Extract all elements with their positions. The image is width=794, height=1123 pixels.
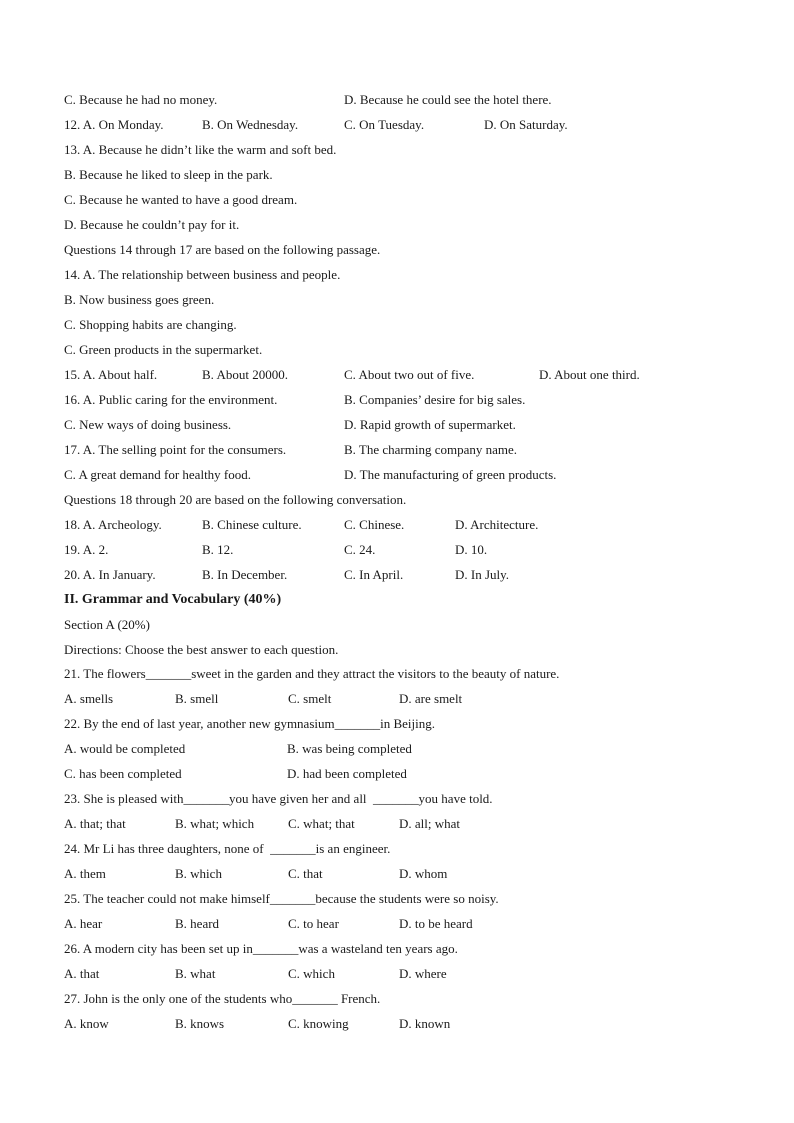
- option-b: B. what; which: [175, 816, 255, 831]
- option-c: C. 24.: [344, 542, 376, 557]
- option-d: D. whom: [399, 866, 448, 881]
- option-d: D. The manufacturing of green products.: [344, 467, 557, 482]
- q13-option-b: [64, 162, 754, 187]
- instruction-text: Questions 14 through 17 are based on the following passage.: [64, 242, 381, 257]
- option-b: B. In December.: [202, 567, 288, 582]
- option-c: C. which: [288, 966, 335, 981]
- option-a: 17. A. The selling point for the consumers.: [64, 442, 287, 457]
- option-c: C. On Tuesday.: [344, 117, 425, 132]
- q21-stem: [64, 661, 754, 686]
- option-d: D. About one third.: [539, 367, 640, 382]
- option-a: 16. A. Public caring for the environment.: [64, 392, 278, 407]
- option-c: C. New ways of doing business.: [64, 417, 232, 432]
- heading-text: Section A (20%): [64, 617, 150, 632]
- option-a: A. them: [64, 866, 106, 881]
- option-a: A. know: [64, 1016, 109, 1031]
- option-b: B. Chinese culture.: [202, 517, 302, 532]
- option-text: B. Because he liked to sleep in the park.: [64, 167, 273, 182]
- question-text: 21. The flowers_______sweet in the garden and they attract the visitors to the beauty of nature.: [64, 666, 560, 681]
- q13-option-d: [64, 212, 754, 237]
- option-text: D. Because he couldn’t pay for it.: [64, 217, 240, 232]
- option-b: B. heard: [175, 916, 220, 931]
- q14-option-b: [64, 287, 754, 312]
- option-b: B. was being completed: [287, 741, 412, 756]
- q22-options-ab: [64, 736, 754, 761]
- heading-text: II. Grammar and Vocabulary (40%): [64, 592, 282, 607]
- option-c: C. what; that: [288, 816, 355, 831]
- option-a: A. that: [64, 966, 100, 981]
- option-a: 15. A. About half.: [64, 367, 158, 382]
- option-b: B. On Wednesday.: [202, 117, 299, 132]
- option-c: C. has been completed: [64, 766, 182, 781]
- option-b: B. smell: [175, 691, 219, 706]
- passage-instruction: [64, 237, 754, 262]
- option-text: C. Shopping habits are changing.: [64, 317, 237, 332]
- option-b: B. The charming company name.: [344, 442, 518, 457]
- question-text: 22. By the end of last year, another new gymnasium_______in Beijing.: [64, 716, 435, 731]
- q14-option-d: [64, 337, 754, 362]
- q13-option-a: [64, 137, 754, 162]
- option-b: B. which: [175, 866, 222, 881]
- option-c: C. that: [288, 866, 323, 881]
- q25-stem: [64, 886, 754, 911]
- option-a: 12. A. On Monday.: [64, 117, 164, 132]
- option-d: D. Architecture.: [455, 517, 539, 532]
- q15-options: [64, 362, 754, 387]
- option-b: B. Companies’ desire for big sales.: [344, 392, 526, 407]
- option-d: D. are smelt: [399, 691, 463, 706]
- q22-stem: [64, 711, 754, 736]
- conversation-instruction: [64, 487, 754, 512]
- q16-options-cd: [64, 412, 754, 437]
- directions: [64, 637, 754, 662]
- option-c: C. to hear: [288, 916, 339, 931]
- q22-options-cd: [64, 761, 754, 786]
- option-c: C. Chinese.: [344, 517, 405, 532]
- subsection-heading: [64, 612, 754, 637]
- q27-stem: [64, 986, 754, 1011]
- q17-options-ab: [64, 437, 754, 462]
- option-b: B. what: [175, 966, 216, 981]
- directions-text: Directions: Choose the best answer to each question.: [64, 642, 339, 657]
- q26-options: [64, 961, 754, 986]
- q17-options-cd: [64, 462, 754, 487]
- option-a: A. smells: [64, 691, 114, 706]
- option-d: D. On Saturday.: [484, 117, 568, 132]
- section-heading: [64, 587, 754, 612]
- option-d: D. Because he could see the hotel there.: [344, 92, 552, 107]
- option-text: B. Now business goes green.: [64, 292, 215, 307]
- question-text: 23. She is pleased with_______you have given her and all _______you have told.: [64, 791, 493, 806]
- option-d: D. In July.: [455, 567, 510, 582]
- option-a: A. would be completed: [64, 741, 186, 756]
- q12-options: [64, 112, 754, 137]
- option-c: C. Because he had no money.: [64, 92, 218, 107]
- option-d: D. to be heard: [399, 916, 473, 931]
- option-text: C. Green products in the supermarket.: [64, 342, 263, 357]
- question-text: 27. John is the only one of the students who_______ French.: [64, 991, 381, 1006]
- q13-option-c: [64, 187, 754, 212]
- option-text: 13. A. Because he didn’t like the warm and soft bed.: [64, 142, 337, 157]
- option-d: D. all; what: [399, 816, 461, 831]
- q11-options-cd: [64, 87, 754, 112]
- option-c: C. knowing: [288, 1016, 349, 1031]
- q18-options: [64, 512, 754, 537]
- q24-stem: [64, 836, 754, 861]
- option-d: D. known: [399, 1016, 451, 1031]
- option-a: 18. A. Archeology.: [64, 517, 162, 532]
- option-b: B. About 20000.: [202, 367, 288, 382]
- question-text: 24. Mr Li has three daughters, none of _______is an engineer.: [64, 841, 391, 856]
- q25-options: [64, 911, 754, 936]
- option-b: B. 12.: [202, 542, 234, 557]
- q26-stem: [64, 936, 754, 961]
- option-a: A. that; that: [64, 816, 126, 831]
- option-d: D. where: [399, 966, 447, 981]
- option-d: D. 10.: [455, 542, 488, 557]
- q21-options: [64, 686, 754, 711]
- q16-options-ab: [64, 387, 754, 412]
- option-a: 20. A. In January.: [64, 567, 156, 582]
- option-c: C. In April.: [344, 567, 404, 582]
- q24-options: [64, 861, 754, 886]
- q14-option-c: [64, 312, 754, 337]
- question-text: 26. A modern city has been set up in_______was a wasteland ten years ago.: [64, 941, 458, 956]
- option-a: A. hear: [64, 916, 103, 931]
- option-d: D. had been completed: [287, 766, 407, 781]
- q27-options: [64, 1011, 754, 1036]
- question-text: 25. The teacher could not make himself_______because the students were so noisy.: [64, 891, 499, 906]
- instruction-text: Questions 18 through 20 are based on the following conversation.: [64, 492, 407, 507]
- option-b: B. knows: [175, 1016, 225, 1031]
- option-d: D. Rapid growth of supermarket.: [344, 417, 516, 432]
- option-c: C. A great demand for healthy food.: [64, 467, 252, 482]
- option-text: C. Because he wanted to have a good dream.: [64, 192, 298, 207]
- option-a: 19. A. 2.: [64, 542, 109, 557]
- option-text: 14. A. The relationship between business and people.: [64, 267, 341, 282]
- q14-option-a: [64, 262, 754, 287]
- q23-options: [64, 811, 754, 836]
- q23-stem: [64, 786, 754, 811]
- q20-options: [64, 562, 754, 587]
- option-c: C. About two out of five.: [344, 367, 475, 382]
- q19-options: [64, 537, 754, 562]
- option-c: C. smelt: [288, 691, 332, 706]
